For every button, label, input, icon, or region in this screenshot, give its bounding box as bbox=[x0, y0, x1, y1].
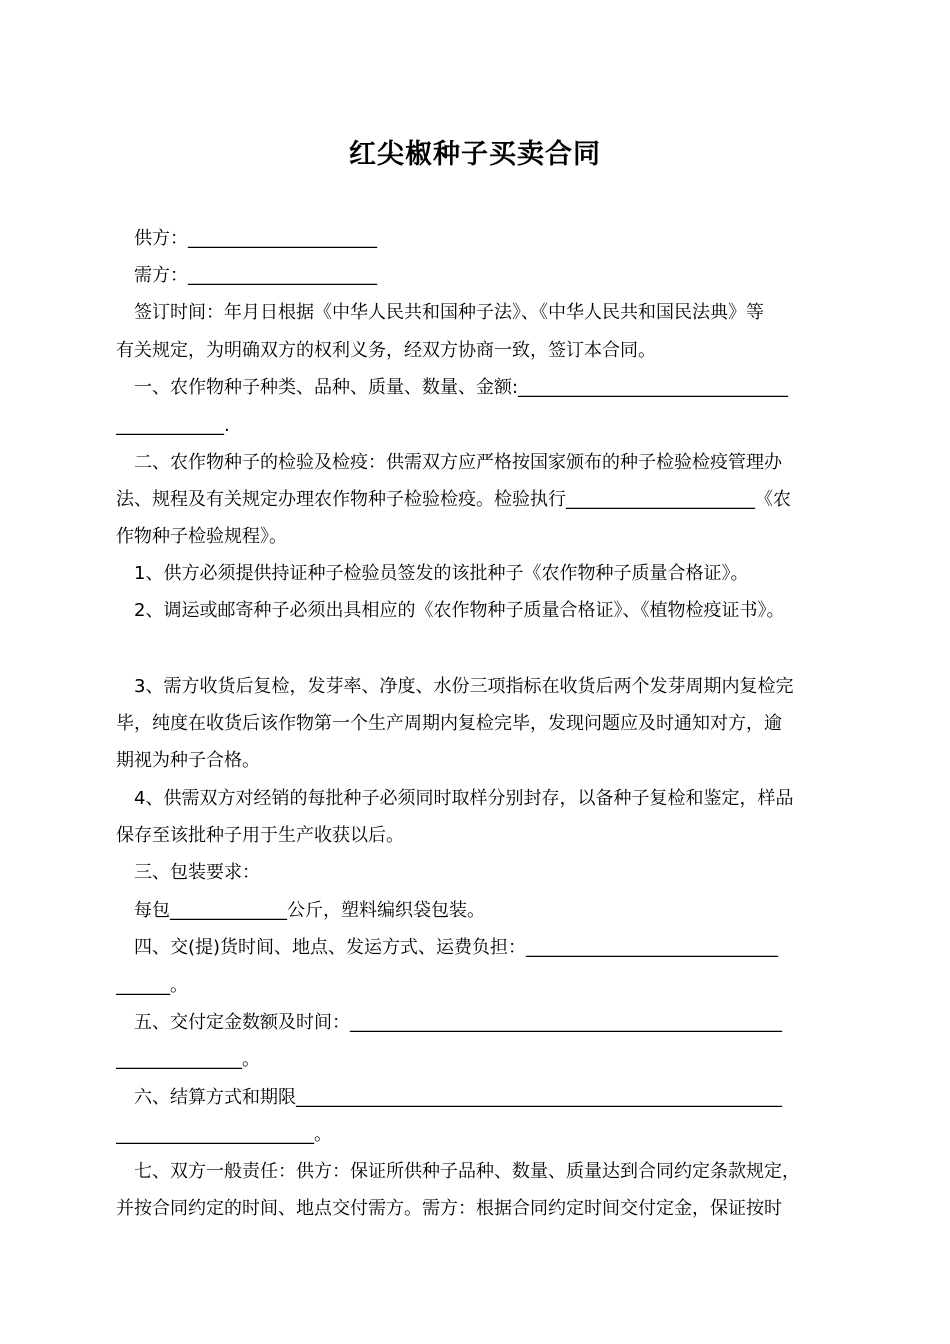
section-5-line-2: ______________。 bbox=[116, 1049, 260, 1070]
clause-2-line: 2、调运或邮寄种子必须出具相应的《农作物种子质量合格证》、《植物检疫证书》。 bbox=[134, 600, 785, 621]
document-title: 红尖椒种子买卖合同 bbox=[349, 139, 601, 170]
packaging-line: 每包_____________公斤，塑料编织袋包装。 bbox=[134, 900, 485, 921]
clause-3-line-1: 3、需方收货后复检，发芽率、净度、水份三项指标在收货后两个发芽周期内复检完 bbox=[134, 676, 794, 697]
section-2-line-1: 二、农作物种子的检验及检疫：供需双方应严格按国家颁布的种子检验检疫管理办 bbox=[134, 452, 782, 473]
buyer-line: 需方：_____________________ bbox=[134, 265, 377, 286]
section-7-line-2: 并按合同约定的时间、地点交付需方。需方：根据合同约定时间交付定金，保证按时 bbox=[116, 1198, 782, 1219]
section-2-line-3: 作物种子检验规程》。 bbox=[116, 526, 287, 547]
signing-paragraph-line-2: 有关规定，为明确双方的权利义务，经双方协商一致，签订本合同。 bbox=[116, 340, 656, 361]
section-6-line-1: 六、结算方式和期限______________________________________________________ bbox=[134, 1087, 782, 1108]
section-1-line-1: 一、农作物种子种类、品种、质量、数量、金额:______________________________ bbox=[134, 377, 789, 398]
section-2-line-2: 法、规程及有关规定办理农作物种子检验检疫。检验执行_____________________《农 bbox=[116, 489, 791, 510]
clause-3-line-3: 期视为种子合格。 bbox=[116, 750, 260, 771]
section-3-heading: 三、包装要求： bbox=[134, 862, 260, 883]
section-7-line-1: 七、双方一般责任：供方：保证所供种子品种、数量、质量达到合同约定条款规定， bbox=[134, 1161, 800, 1182]
clause-4-line-2: 保存至该批种子用于生产收获以后。 bbox=[116, 825, 404, 846]
section-4-line-1: 四、交(提)货时间、地点、发运方式、运费负担：____________________________ bbox=[134, 937, 779, 958]
signing-paragraph-line-1: 签订时间：年月日根据《中华人民共和国种子法》、《中华人民共和国民法典》等 bbox=[134, 302, 764, 323]
section-6-line-2: ______________________。 bbox=[116, 1124, 332, 1145]
clause-4-line-1: 4、供需双方对经销的每批种子必须同时取样分别封存，以备种子复检和鉴定，样品 bbox=[134, 788, 794, 809]
clause-1-line: 1、供方必须提供持证种子检验员签发的该批种子《农作物种子质量合格证》。 bbox=[134, 563, 749, 584]
section-4-line-2: ______。 bbox=[116, 975, 188, 996]
section-5-line-1: 五、交付定金数额及时间：________________________________________________ bbox=[134, 1012, 782, 1033]
section-1-line-2: ____________. bbox=[116, 415, 230, 436]
supplier-line: 供方：_____________________ bbox=[134, 228, 377, 249]
clause-3-line-2: 毕，纯度在收货后该作物第一个生产周期内复检完毕，发现问题应及时通知对方，逾 bbox=[116, 713, 782, 734]
